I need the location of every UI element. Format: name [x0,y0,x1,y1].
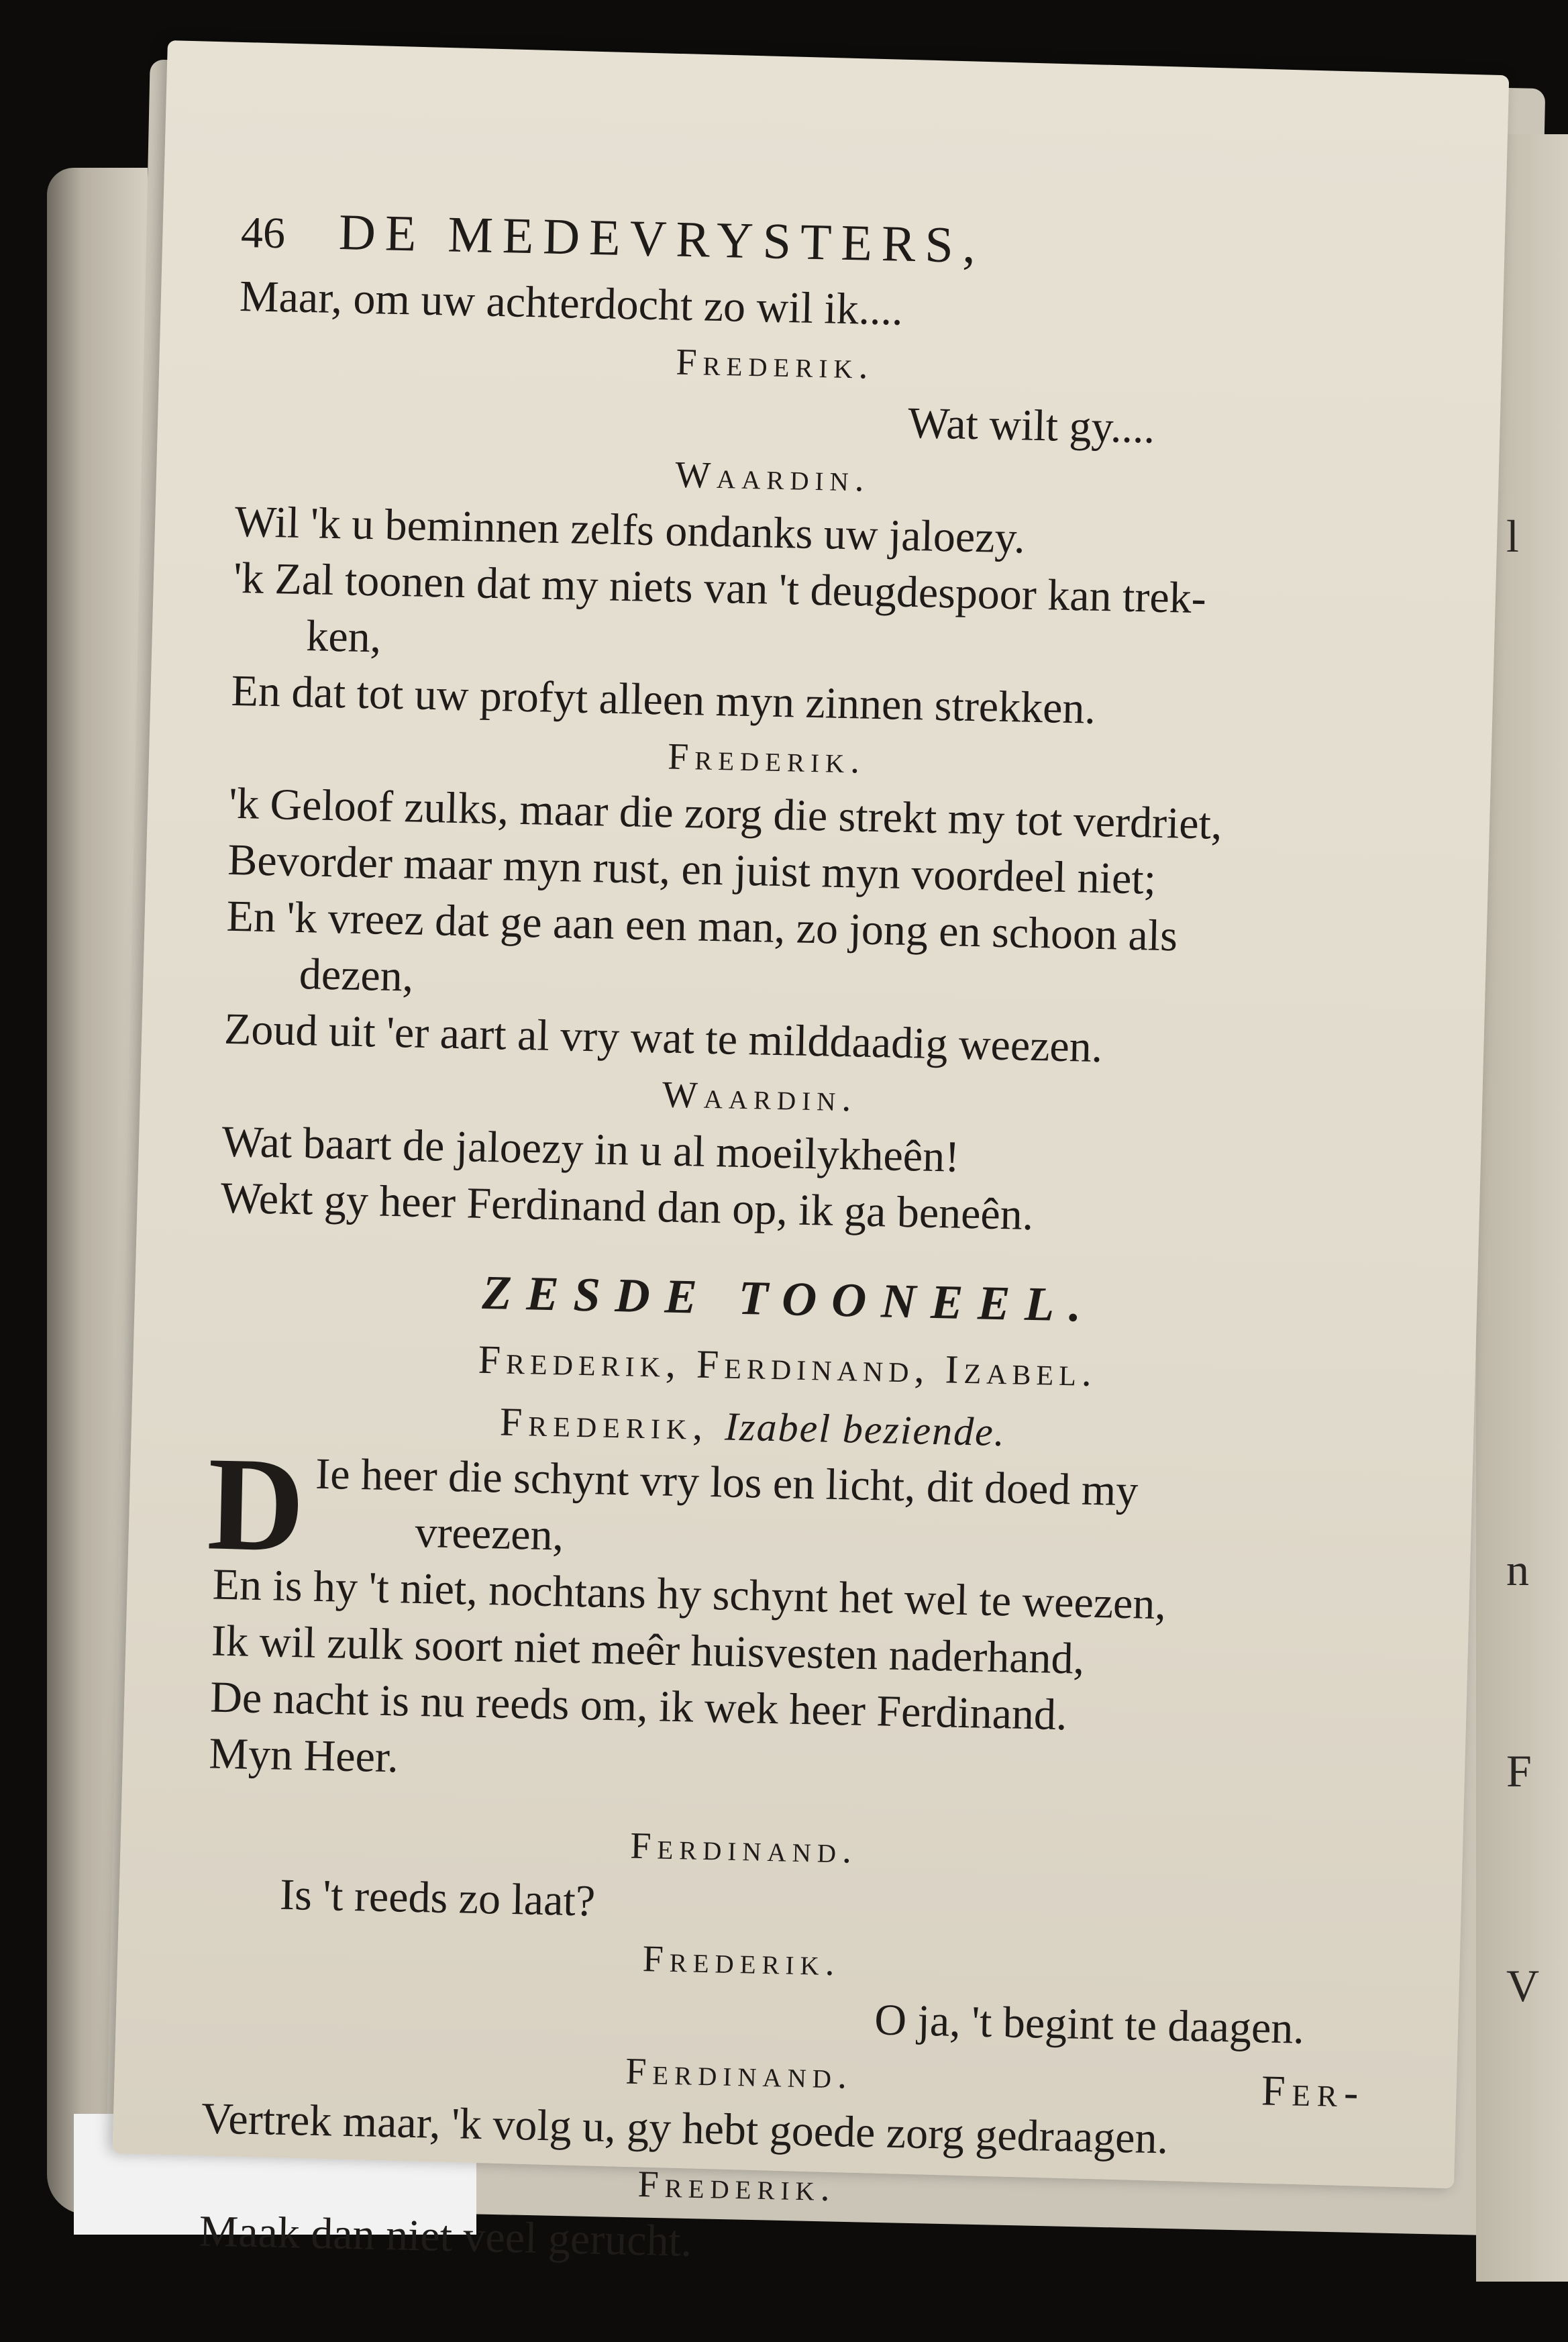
facing-page-fragment: l [1506,511,1519,562]
verse-line: vreezen, [414,1507,564,1560]
verse-line: En is hy 't niet, nochtans hy schynt het wel te weezen, [212,1560,1167,1629]
facing-page-fragment: F [1506,1745,1532,1796]
catchword: Fer- [1261,2066,1366,2117]
speaker-name: Frederik, [499,1399,710,1448]
verse-line: Wat wilt gy.... [907,398,1156,453]
speaker-name: Waardin. [674,454,871,500]
verse-line: Wekt gy heer Ferdinand dan op, ik ga beneên. [220,1173,1035,1240]
dialogue-block-a [220,268,1434,1252]
stage-direction: Izabel beziende. [724,1404,1006,1455]
verse-line: Zoud uit 'er aart al vry wat te milddaadig weezen. [223,1004,1104,1072]
verse-line: Ie heer die schynt vry los en licht, dit doed my [315,1449,1139,1516]
verse-line: Ik wil zulk soort niet meêr huisvesten naderhand, [211,1616,1085,1684]
verse-line: Maak dan niet veel gerucht. [198,2206,693,2266]
dialogue-block-b [199,1557,1408,2285]
verse-line: O ja, 't begint te daagen. [874,1995,1305,2053]
scene-title: ZESDE TOONEEL. [481,1265,1097,1333]
verse-line: De nacht is nu reeds om, ik wek heer Ferdinand. [209,1672,1068,1740]
speaker-name: Ferdinand. [629,1825,858,1872]
verse-line: Bevorder maar myn rust, en juist myn voordeel niet; [227,835,1157,904]
page-text [199,201,1436,2285]
speaker-name: Frederik. [642,1938,841,1984]
facing-page-fragment: V [1506,1960,1540,2011]
verse-line: Wat baart de jaloezy in u al moeilykheên! [221,1117,960,1182]
verse-line: 'k Zal toonen dat my niets van 't deugdespoor kan trek- [233,553,1207,623]
verse-line: Myn Heer. [208,1729,399,1782]
speaker-name: Ferdinand. [625,2050,853,2097]
verse-line: dezen, [299,950,415,1001]
speaker-name: Waardin. [662,1074,858,1120]
verse-line: En 'k vreez dat ge aan een man, zo jong en schoon als [225,891,1178,961]
verse-line: ken, [305,611,382,662]
verse-line: Wil 'k u beminnen zelfs ondanks uw jaloezy. [234,497,1026,563]
verse-line: Maar, om uw achterdocht zo wil ik.... [239,271,904,335]
speaker-name: Frederik. [667,735,866,782]
running-title: DE MEDEVRYSTERS, [338,204,986,274]
scene-cast: Frederik, Ferdinand, Izabel. [478,1337,1098,1395]
page-number: 46 [240,207,286,258]
drop-cap: D [206,1429,307,1580]
speaker-name: Frederik. [637,2163,837,2210]
facing-page-fragment: n [1506,1544,1529,1595]
speaker-name: Frederik. [675,341,875,387]
verse-line: En dat tot uw profyt alleen myn zinnen strekken. [230,666,1096,733]
verse-line: Is 't reeds zo laat? [279,1870,596,1926]
verse-line: Vertrek maar, 'k volg u, gy hebt goede zorg gedraagen. [201,2094,1169,2163]
verse-line: 'k Geloof zulks, maar die zorg die strekt my tot verdriet, [228,778,1223,849]
